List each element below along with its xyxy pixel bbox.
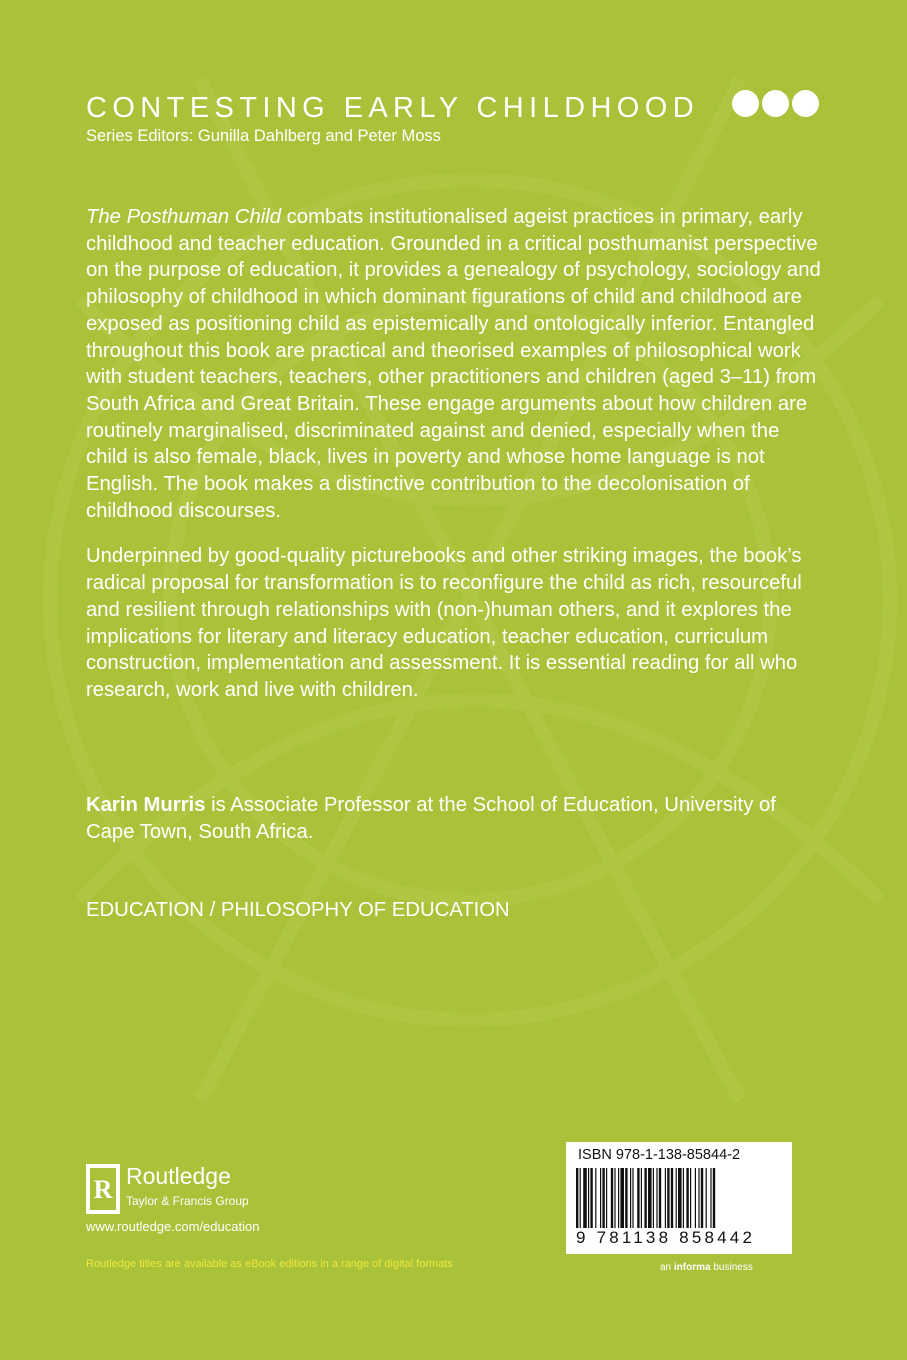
routledge-logo-icon <box>86 1164 120 1214</box>
dot-3 <box>792 90 819 117</box>
barcode-bar <box>625 1168 627 1228</box>
barcode <box>566 1142 792 1254</box>
description-paragraph-2: Underpinned by good-quality picturebooks and other striking images, the book’s radical proposal for transformation is to reconfigure the child as rich, resourceful and resilient through relationships with (non-)human others, and it explores the implications for literary and literacy education, teacher education, curriculum construction, implementation and assessment. It is essential reading for all who research, work and live with children. <box>86 545 802 701</box>
barcode-bar <box>644 1168 646 1228</box>
author-name: Karin Murris <box>86 794 206 816</box>
book-description <box>86 204 826 723</box>
series-logo-dots <box>732 90 819 117</box>
barcode-bar <box>637 1168 639 1228</box>
barcode-bar <box>695 1168 696 1228</box>
barcode-bar <box>614 1168 615 1228</box>
paragraph-1-text: combats institutionalised ageist practices in primary, early childhood and teacher education. Grounded in a critical posthumanist perspective on the purpose of education, it provides a genealogy of psychology, sociology and philosophy of childhood in which dominant figurations of child and childhood are exposed as positioning child as epistemically and ontologically inferior. Entangled throughout this book are practical and theorised examples of philosophical work with student teachers, teachers, other practitioners and children (aged 3–11) from South Africa and Great Britain. These engage arguments about how children are routinely marginalised, discriminated against and denied, especially when the child is also female, black, lives in poverty and whose home language is not English. The book makes a distinctive contribution to the decolonisation of childhood discourses. <box>86 206 821 522</box>
barcode-bar <box>620 1168 624 1228</box>
barcode-bar <box>618 1168 619 1228</box>
informa-brand: informa <box>673 1262 711 1273</box>
barcode-bar <box>667 1168 669 1228</box>
barcode-bar <box>611 1168 613 1228</box>
publisher-group: Taylor & Francis Group <box>126 1194 249 1208</box>
barcode-bar <box>706 1168 707 1228</box>
barcode-bar <box>686 1168 688 1228</box>
series-title: CONTESTING EARLY CHILDHOOD <box>86 92 700 124</box>
barcode-bar <box>602 1168 604 1228</box>
barcode-bar <box>632 1168 633 1228</box>
publisher-url[interactable]: www.routledge.com/education <box>86 1219 260 1234</box>
barcode-bar <box>595 1168 596 1228</box>
author-bio-text: is Associate Professor at the School of Education, University of Cape Town, South Africa. <box>86 794 776 843</box>
barcode-bar <box>665 1168 666 1228</box>
barcode-bar <box>676 1168 677 1228</box>
dot-1 <box>732 90 759 117</box>
subject-category: EDUCATION / PHILOSOPHY OF EDUCATION <box>86 899 510 921</box>
informa-business <box>660 1262 753 1273</box>
barcode-bar <box>713 1168 715 1228</box>
barcode-bar <box>606 1168 607 1228</box>
barcode-bar <box>600 1168 601 1228</box>
publisher-name: Routledge <box>126 1163 231 1189</box>
barcode-bar <box>590 1168 592 1228</box>
barcode-bar <box>698 1168 699 1228</box>
barcode-bar <box>653 1168 654 1228</box>
barcode-bar <box>671 1168 673 1228</box>
barcode-bar <box>659 1168 661 1228</box>
barcode-bar <box>683 1168 684 1228</box>
barcode-bar <box>641 1168 642 1228</box>
barcode-bar <box>701 1168 703 1228</box>
barcode-bar <box>656 1168 657 1228</box>
ebook-note: Routledge titles are available as eBook editions in a range of digital formats <box>86 1258 453 1270</box>
dot-2 <box>762 90 789 117</box>
isbn-label: ISBN 978-1-138-85844-2 <box>578 1147 741 1163</box>
barcode-bar <box>576 1168 578 1228</box>
barcode-bar <box>710 1168 711 1228</box>
series-editors: Series Editors: Gunilla Dahlberg and Peter Moss <box>86 127 441 145</box>
book-title-italic: The Posthuman Child <box>86 206 282 228</box>
description-paragraph-1 <box>86 204 826 524</box>
informa-prefix: an <box>660 1262 674 1273</box>
barcode-bar <box>588 1168 589 1228</box>
author-bio <box>86 792 826 845</box>
logo-letter: R <box>93 1175 113 1204</box>
barcode-number: 9 781138 858442 <box>576 1228 756 1247</box>
barcode-bar <box>630 1168 631 1228</box>
barcode-bar <box>583 1168 587 1228</box>
informa-suffix: business <box>710 1262 753 1273</box>
barcode-bar <box>678 1168 682 1228</box>
barcode-bar <box>580 1168 581 1228</box>
barcode-bar <box>690 1168 691 1228</box>
barcode-bar <box>648 1168 652 1228</box>
barcode-bars <box>576 1168 782 1228</box>
